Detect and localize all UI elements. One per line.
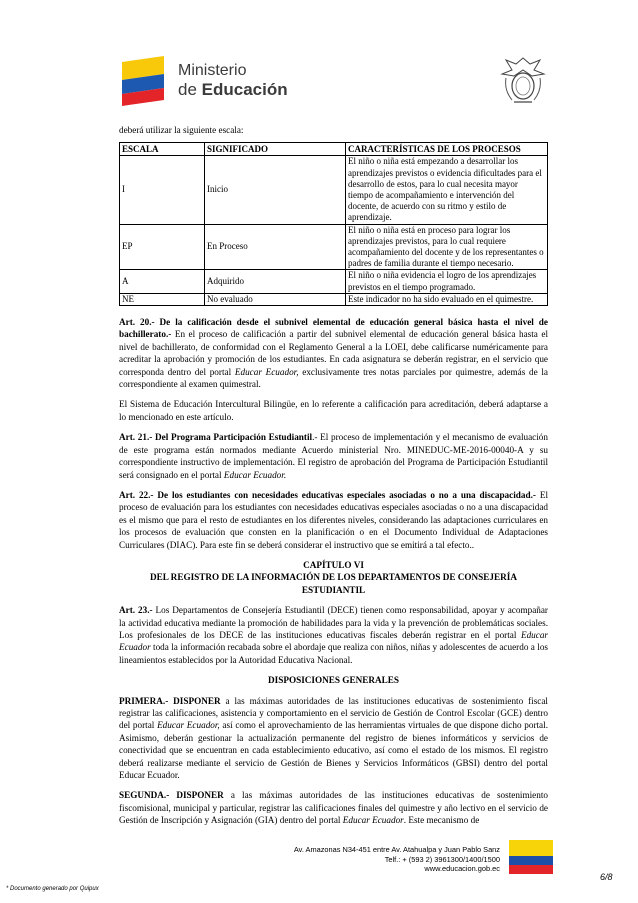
chapter-line2: DEL REGISTRO DE LA INFORMACIÓN DE LOS DEPARTAMENTOS DE CONSEJERÍA bbox=[150, 572, 517, 583]
header-caracteristicas: CARACTERÍSTICAS DE LOS PROCESOS bbox=[346, 143, 548, 156]
article-22-body: El proceso de evaluación para los estudiantes con necesidades educativas especiales asociadas o no a una discapacidad es el mismo que para el resto de estudiantes en los diferentes niveles, considerando las adaptaciones curriculares en los procesos de evaluación que consten en la planificación o en el Documento Individual de Adaptaciones Curriculares (DIAC). Para este fin se deberá considerar el instructivo que se emitirá a tal efecto.. bbox=[119, 489, 548, 550]
segunda-italic: Educar Ecuador bbox=[342, 815, 404, 826]
segunda-provision bbox=[119, 789, 548, 826]
cell-caracteristicas: El niño o niña evidencia el logro de los aprendizajes previstos en el tiempo programado. bbox=[346, 270, 548, 293]
footer-address: Av. Amazonas N34-451 entre Av. Atahualpa y Juan Pablo Sanz bbox=[293, 845, 500, 854]
article-23-italic: Educar Ecuador bbox=[119, 629, 548, 653]
document-body bbox=[119, 118, 548, 835]
cell-significado: En Proceso bbox=[205, 224, 346, 270]
table-header-row bbox=[120, 143, 548, 156]
cell-significado: No evaluado bbox=[205, 293, 346, 305]
chapter-line3: ESTUDIANTIL bbox=[301, 584, 366, 595]
flag-stripes-icon bbox=[509, 840, 553, 874]
article-23-body-b: toda la información recabada sobre el abordaje que realiza con niños, niñas y adolescentes de acuerdo a los lineamientos establecidos por la Autoridad Educativa Nacional. bbox=[119, 642, 548, 665]
cell-caracteristicas: El niño o niña está empezando a desarrollar los aprendizajes previstos o evidencia dificultades para el desarrollo de estos, para lo cual necesita mayor tiempo de acompañamiento e intervención del docente, de acuerdo con su ritmo y estilo de aprendizaje. bbox=[346, 156, 548, 224]
generated-note: * Documento generado por Quipux bbox=[6, 886, 99, 892]
table-row bbox=[120, 293, 548, 305]
article-20-title: Art. 20.- De la calificación desde el subnivel elemental de educación general básica hasta el nivel de bachillerato.- bbox=[119, 317, 548, 340]
ministry-name-line2 bbox=[178, 80, 288, 99]
footer-web[interactable]: www.educacion.gob.ec bbox=[424, 864, 500, 874]
article-22-title: Art. 22.- De los estudiantes con necesidades educativas especiales asociadas o no a una discapacidad.- bbox=[119, 489, 536, 500]
footer-phone: Telf.: + (593 2) 3961300/1400/1500 bbox=[384, 854, 500, 864]
article-20-body-a: En el proceso de calificación a partir del subnivel elemental de educación general básica hasta el nivel de bachillerato, de conformidad con el Reglamento General a la LOEI, debe calificarse numéricamente para acreditar la aprobación y promoción de los estudiantes. En cada asignatura se deberán registrar, en el servicio que corresponda dentro del portal bbox=[119, 329, 548, 377]
article-20-body-b: exclusivamente tres notas parciales por quimestre, además de la correspondiente al examen quimestral. bbox=[119, 366, 548, 390]
table-row bbox=[120, 224, 548, 270]
primera-title: PRIMERA.- DISPONER bbox=[119, 695, 221, 706]
primera-italic: Educar Ecuador, bbox=[157, 720, 220, 731]
segunda-body-b: . Este mecanismo de bbox=[403, 815, 480, 826]
segunda-body-a: a las máximas autoridades de las instituciones educativas de sostenimiento fiscomisional, municipal y particular, registrar las calificaciones finales del quimestre y año lectivo en el servicio de Gestión de Inscripción y Asignación (GIA) dentro del portal bbox=[119, 790, 549, 826]
article-22 bbox=[119, 489, 548, 551]
intro-text: deberá utilizar la siguiente escala: bbox=[119, 125, 244, 135]
segunda-title: SEGUNDA.- DISPONER bbox=[119, 790, 224, 801]
general-provisions-heading: DISPOSICIONES GENERALES bbox=[268, 675, 399, 686]
cell-caracteristicas: Este indicador no ha sido evaluado en el quimestre. bbox=[346, 293, 548, 305]
ecuador-coat-of-arms-icon bbox=[500, 56, 546, 106]
cell-significado: Adquirido bbox=[205, 270, 346, 293]
cell-caracteristicas: El niño o niña está en proceso para lograr los aprendizajes previstos, para lo cual requiere acompañamiento del docente y de los representantes o padres de familia durante el tiempo necesario. bbox=[346, 224, 548, 270]
sistema-paragraph: El Sistema de Educación Intercultural Bilingüe, en lo referente a calificación para acreditación, deberá adaptarse a lo mencionado en este artículo. bbox=[119, 399, 548, 422]
ministry-name-line1: Ministerio bbox=[178, 62, 247, 79]
article-20 bbox=[119, 316, 548, 390]
table-row bbox=[120, 156, 548, 224]
header-escala: ESCALA bbox=[120, 143, 205, 156]
header-significado: SIGNIFICADO bbox=[205, 143, 346, 156]
ministerio-flag-logo-icon bbox=[114, 56, 172, 106]
ministry-name-prefix: de bbox=[178, 80, 202, 99]
article-21 bbox=[119, 431, 548, 481]
article-20-italic: Educar Ecuador, bbox=[234, 366, 299, 377]
cell-escala: NE bbox=[120, 293, 205, 305]
cell-significado: Inicio bbox=[205, 156, 346, 224]
article-23 bbox=[119, 604, 548, 666]
article-21-title: Art. 21.- Del Programa Participación Estudiantil bbox=[119, 432, 313, 443]
page-header bbox=[0, 0, 638, 120]
article-21-body-a: .- El proceso de implementación y el mecanismo de evaluación de este programa están normados mediante Acuerdo ministerial Nro. MINEDUC-ME-2016-00040-A y su correspondiente instructivo de implementación. El registro de aprobación del Programa de Participación Estudiantil será consignado en el portal bbox=[119, 432, 548, 480]
footer-address-block bbox=[230, 845, 500, 874]
ministry-name bbox=[178, 62, 288, 99]
cell-escala: A bbox=[120, 270, 205, 293]
cell-escala: EP bbox=[120, 224, 205, 270]
page-number: 6/8 bbox=[600, 872, 613, 882]
primera-body-b: así como el aprovechamiento de las herramientas virtuales de que dispone dicho portal. Asimismo, deberán gestionar la actualización permanente del registro de bienes informáticos y servicios de conectividad que se encuentran en cada establecimiento educativo, así como el estado de los mismos. El registro deberá realizarse mediante el servicio de Gestión de Bienes y Servicios Informáticos (GBSI) dentro del portal Educar Ecuador. bbox=[119, 720, 548, 781]
article-23-body-a: Los Departamentos de Consejería Estudiantil (DECE) tienen como responsabilidad, apoyar y acompañar la actividad educativa mediante la promoción de habilidades para la vida y la prevención de problemáticas sociales. Los profesionales de los DECE de las instituciones educativas fiscales deberán registrar en el portal bbox=[119, 605, 548, 640]
article-23-title: Art. 23.- bbox=[119, 605, 153, 616]
cell-escala: I bbox=[120, 156, 205, 224]
article-21-italic: Educar Ecuador. bbox=[223, 469, 287, 480]
primera-provision bbox=[119, 695, 548, 782]
grading-scale-table bbox=[119, 142, 548, 306]
ministry-name-bold: Educación bbox=[201, 80, 288, 99]
table-row bbox=[120, 270, 548, 293]
chapter-line1: CAPÍTULO VI bbox=[303, 559, 364, 570]
primera-body-a: a las máximas autoridades de las instituciones educativas de sostenimiento fiscal registrar las calificaciones, asistencia y comportamiento en el servicio de Gestión de Control Escolar (GCE) dentro del portal bbox=[119, 695, 548, 731]
chapter-heading bbox=[119, 559, 548, 596]
